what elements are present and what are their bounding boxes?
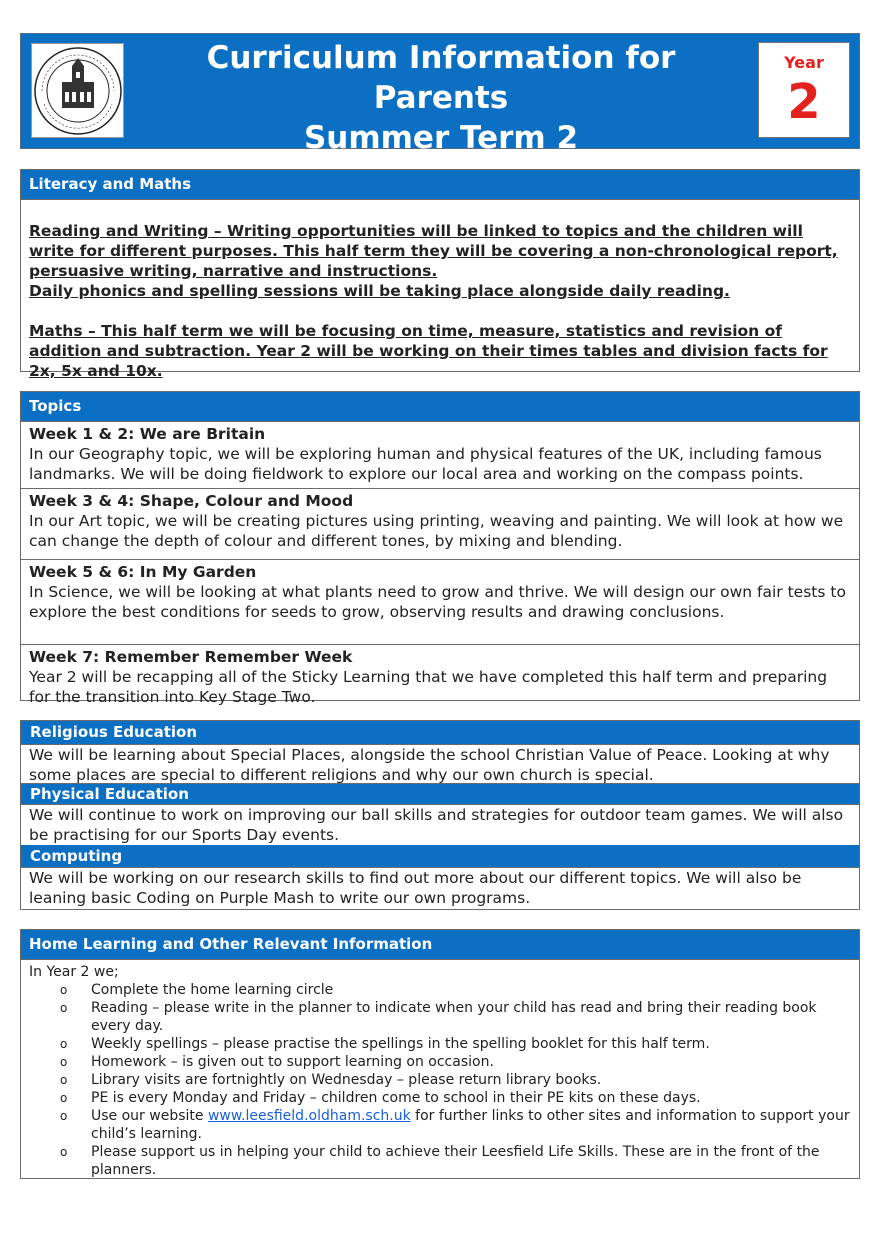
list-item: o Homework – is given out to support learning on occasion. (91, 1053, 851, 1071)
list-item: o PE is every Monday and Friday – children come to school in their PE kits on these days. (91, 1089, 851, 1107)
topic-text: In our Geography topic, we will be exploring human and physical features of the UK, including famous landmarks. We will be doing fieldwork to explore our local area and working on the compass points. (29, 445, 822, 483)
topic-text: In Science, we will be looking at what plants need to grow and thrive. We will design our own fair tests to explore the best conditions for seeds to grow, observing results and drawing conclusions. (29, 583, 846, 621)
list-item-website (91, 1107, 851, 1143)
reading-writing-text: Reading and Writing – Writing opportunities will be linked to topics and the children will write for different purposes. This half term they will be covering a non-chronological report, persuasive writing, narrative and instructions. (29, 222, 838, 280)
list-item: o Reading – please write in the planner to indicate when your child has read and bring their reading book every day. (91, 999, 851, 1035)
list-item: o Please support us in helping your child to achieve their Leesfield Life Skills. These are in the front of the planners. (91, 1143, 851, 1179)
topic-week-7 (21, 644, 859, 711)
topic-title: Week 3 & 4: Shape, Colour and Mood (29, 492, 354, 510)
subjects-section (20, 720, 860, 910)
re-heading: Religious Education (21, 721, 859, 745)
topics-heading: Topics (21, 392, 859, 422)
topic-title: Week 1 & 2: We are Britain (29, 425, 266, 443)
topic-title: Week 7: Remember Remember Week (29, 648, 353, 666)
year-number: 2 (787, 74, 821, 130)
topic-text: Year 2 will be recapping all of the Sticky Learning that we have completed this half term and preparing for the transition into Key Stage Two. (29, 668, 828, 706)
school-website-link[interactable]: www.leesfield.oldham.sch.uk (207, 1108, 411, 1124)
topic-week-3-4 (21, 488, 859, 559)
literacy-maths-section (20, 169, 860, 380)
topic-text: In our Art topic, we will be creating pictures using printing, weaving and painting. We will look at how we can change the depth of colour and different tones, by mixing and blending. (29, 512, 844, 550)
topic-week-5-6 (21, 559, 859, 644)
phonics-text: Daily phonics and spelling sessions will be taking place alongside daily reading. (29, 282, 730, 300)
home-learning-heading: Home Learning and Other Relevant Information (21, 930, 859, 960)
home-learning-list (29, 981, 851, 1179)
topics-section (20, 391, 860, 706)
school-logo (31, 43, 124, 138)
computing-heading: Computing (21, 845, 859, 868)
title-line-1: Curriculum Information for Parents (206, 40, 676, 116)
computing-text: We will be working on our research skills to find out more about our different topics. We will also be leaning basic Coding on Purple Mash to write our own programs. (29, 869, 802, 907)
topic-week-1-2 (21, 422, 859, 488)
page-title (151, 38, 731, 158)
list-item: o Complete the home learning circle (91, 981, 851, 999)
maths-text: Maths – This half term we will be focusing on time, measure, statistics and revision of addition and subtraction. Year 2 will be working on their times tables and division facts for 2x, 5x and 10x. (29, 322, 828, 380)
pe-heading: Physical Education (21, 783, 859, 805)
topic-title: Week 5 & 6: In My Garden (29, 563, 257, 581)
page-header (20, 33, 860, 156)
list-item: o Library visits are fortnightly on Wednesday – please return library books. (91, 1071, 851, 1089)
school-crest-icon (32, 44, 125, 139)
list-item: o Weekly spellings – please practise the spellings in the spelling booklet for this half term. (91, 1035, 851, 1053)
literacy-maths-heading: Literacy and Maths (21, 170, 859, 200)
title-line-2: Summer Term 2 (303, 120, 579, 156)
website-text-after: for further links to other sites and information to support your child’s learning. (91, 1108, 850, 1142)
year-badge (758, 42, 850, 138)
website-text-before: Use our website (91, 1108, 208, 1124)
year-label: Year (784, 53, 824, 72)
home-intro: In Year 2 we; (29, 964, 119, 980)
pe-text: We will continue to work on improving our ball skills and strategies for outdoor team games. We will also be practising for our Sports Day events. (29, 806, 844, 844)
re-text: We will be learning about Special Places, alongside the school Christian Value of Peace. Looking at why some places are special to different religions and why our own church is special. (29, 746, 830, 784)
home-learning-section (20, 929, 860, 1179)
